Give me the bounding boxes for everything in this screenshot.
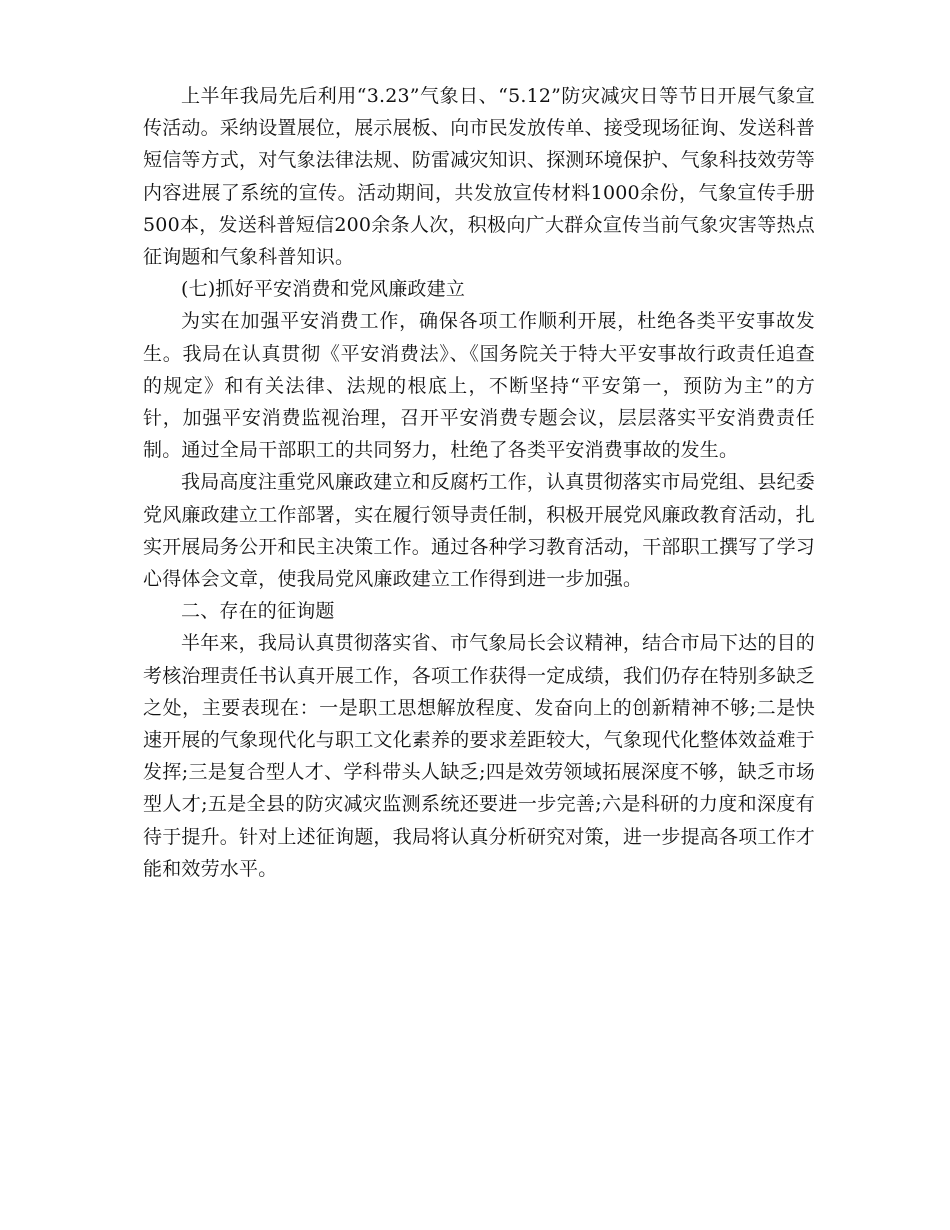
section-heading-safety-integrity: (七)抓好平安消费和党风廉政建立	[181, 278, 466, 301]
paragraph-problems-summary: 半年来，我局认真贯彻落实省、市气象局长会议精神，结合市局下达的目的考核治理责任书认真开展工作，各项工作获得一定成绩，我们仍存在特别多缺乏之处，主要表现在：一是职工思想解放程度、发奋向上的创新精神不够;二是快速开展的气象现代化与职工文化素养的要求差距较大，气象现代化整体效益难于发挥;三是复合型人才、学科带头人缺乏;四是效劳领域拓展深度不够，缺乏市场型人才;五是全县的防灾减灾监测系统还要进一步完善;六是科研的力度和深度有待于提升。针对上述征询题，我局将认真分析研究对策，进一步提高各项工作才能和效劳水平。	[143, 632, 816, 880]
paragraph-party-integrity: 我局高度注重党风廉政建立和反腐朽工作，认真贯彻落实市局党组、县纪委党风廉政建立工作部署，实在履行领导责任制，积极开展党风廉政教育活动，扎实开展局务公开和民主决策工作。通过各种学习教育活动，干部职工撰写了学习心得体会文章，使我局党风廉政建立工作得到进一步加强。	[143, 471, 816, 591]
paragraph-weather-publicity: 上半年我局先后利用“3.23”气象日、“5.12”防灾减灾日等节日开展气象宣传活动。采纳设置展位，展示展板、向市民发放传单、接受现场征询、发送科普短信等方式，对气象法律法规、防雷减灾知识、探测环境保护、气象科技效劳等内容进展了系统的宣传。活动期间，共发放宣传材料1000余份，气象宣传手册500本，发送科普短信200余条人次，积极向广大群众宣传当前气象灾害等热点征询题和气象科普知识。	[143, 85, 816, 269]
section-heading-existing-problems: 二、存在的征询题	[181, 600, 335, 623]
document-body	[143, 80, 815, 885]
paragraph-safety-production: 为实在加强平安消费工作，确保各项工作顺利开展，杜绝各类平安事故发生。我局在认真贯彻《平安消费法》、《国务院关于特大平安事故行政责任追查的规定》和有关法律、法规的根底上，不断坚持“平安第一，预防为主”的方针，加强平安消费监视治理，召开平安消费专题会议，层层落实平安消费责任制。通过全局干部职工的共同努力，杜绝了各类平安消费事故的发生。	[143, 310, 815, 462]
